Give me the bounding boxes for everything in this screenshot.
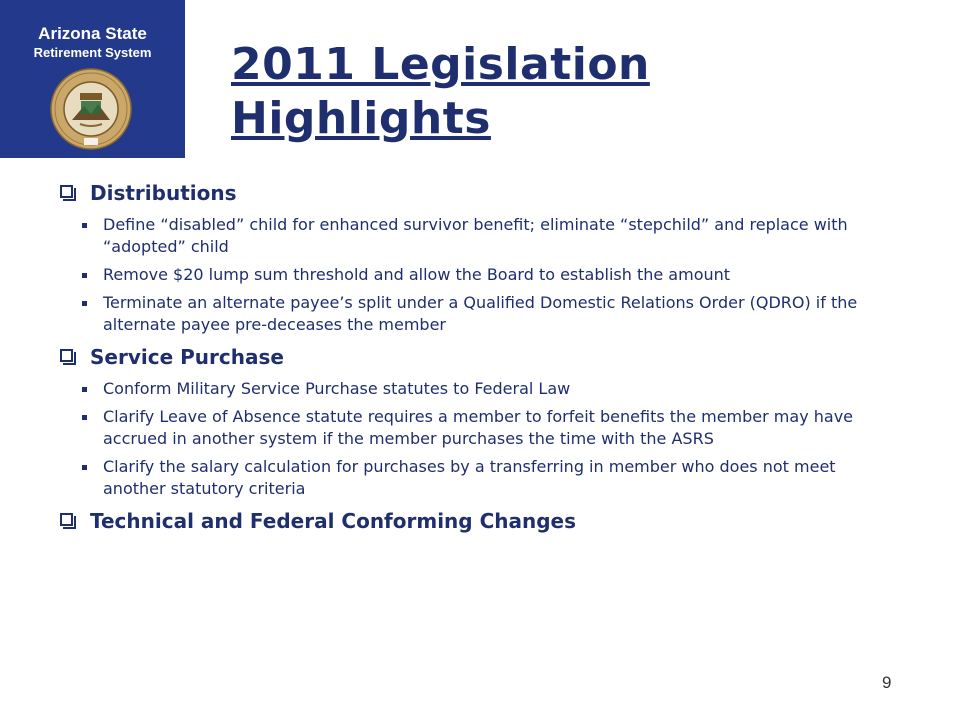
square-bullet-icon	[82, 223, 87, 228]
asrs-seal-icon	[50, 68, 132, 150]
logo-panel	[0, 0, 185, 158]
checkbox-bullet-icon	[60, 513, 73, 526]
section-label: Distributions	[90, 181, 237, 205]
list-item	[60, 406, 900, 450]
list-item	[60, 214, 900, 258]
square-bullet-icon	[82, 301, 87, 306]
slide-content	[60, 180, 900, 542]
square-bullet-icon	[82, 415, 87, 420]
list-item	[60, 378, 900, 400]
square-bullet-icon	[82, 387, 87, 392]
distributions-bullet-list	[60, 214, 900, 336]
checkbox-bullet-icon	[60, 349, 73, 362]
section-heading-distributions	[60, 180, 900, 206]
page-title	[231, 38, 650, 146]
bullet-text: Clarify the salary calculation for purchases by a transferring in member who does not meet another statutory criteria	[103, 457, 836, 498]
section-heading-service-purchase	[60, 344, 900, 370]
list-item	[60, 264, 900, 286]
section-label: Technical and Federal Conforming Changes	[90, 509, 577, 533]
section-label: Service Purchase	[90, 345, 284, 369]
square-bullet-icon	[82, 273, 87, 278]
logo-org-subtitle: Retirement System	[33, 45, 152, 60]
bullet-text: Define “disabled” child for enhanced survivor benefit; eliminate “stepchild” and replace with “adopted” child	[103, 215, 848, 256]
title-line-1: 2011 Legislation	[231, 39, 650, 90]
square-bullet-icon	[82, 465, 87, 470]
checkbox-bullet-icon	[60, 185, 73, 198]
section-heading-technical-changes	[60, 508, 900, 534]
bullet-text: Clarify Leave of Absence statute requires a member to forfeit benefits the member may have accrued in another system if the member purchases the time with the ASRS	[103, 407, 854, 448]
bullet-text: Terminate an alternate payee’s split under a Qualified Domestic Relations Order (QDRO) if the alternate payee pre-deceases the member	[103, 293, 858, 334]
title-line-2: Highlights	[231, 93, 491, 144]
logo-org-name: Arizona State	[38, 24, 147, 43]
list-item	[60, 292, 900, 336]
service-purchase-bullet-list	[60, 378, 900, 500]
bullet-text: Conform Military Service Purchase statutes to Federal Law	[103, 379, 571, 398]
page-number: 9	[882, 673, 892, 692]
bullet-text: Remove $20 lump sum threshold and allow the Board to establish the amount	[103, 265, 731, 284]
list-item	[60, 456, 900, 500]
